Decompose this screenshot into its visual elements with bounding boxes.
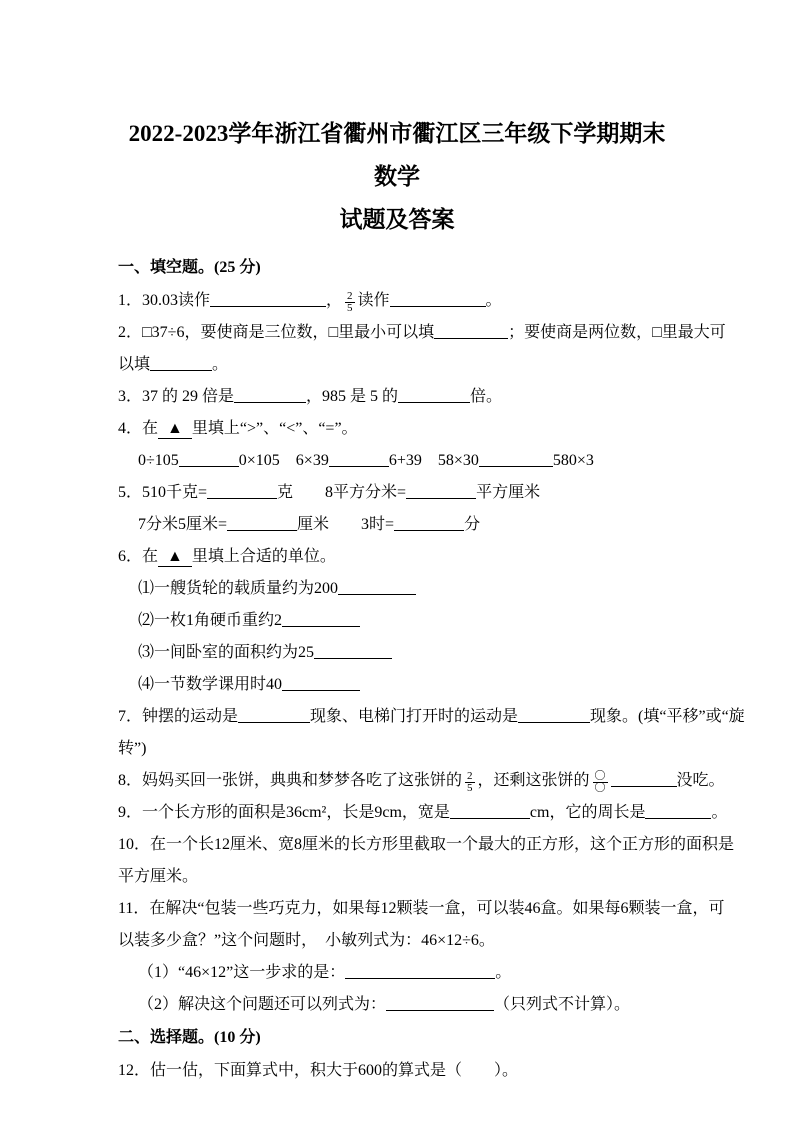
question-4-line1: [118, 413, 676, 445]
q4-text: 0×105 6×39: [238, 452, 329, 469]
q11-sub-text: 。: [495, 964, 512, 981]
q4-text: 里填上“>”、“<”、“=”。: [191, 420, 358, 437]
question-10-line2: [118, 861, 676, 893]
q10-text: 10．在一个长12厘米、宽8厘米的长方形里截取一个最大的正方形，这个正方形的面积是: [118, 836, 735, 853]
section-1-heading: 一、填空题。(25 分): [118, 259, 261, 276]
fill-blank: [238, 707, 310, 723]
fill-blank: [398, 387, 470, 403]
q6-sub-text: ⑶一间卧室的面积约为25: [138, 644, 315, 661]
question-11-sub1: [118, 957, 676, 989]
fill-blank: [329, 451, 389, 467]
q7-text: 7．钟摆的运动是: [118, 708, 239, 725]
question-2-line1: [118, 317, 726, 349]
q1-text: 1．30.03读作: [118, 292, 211, 309]
question-10-line1: [118, 829, 735, 861]
fill-blank: [518, 707, 590, 723]
q6-sub-text: ⑷一节数学课用时40: [138, 676, 283, 693]
q10-text: 平方厘米。: [118, 868, 199, 885]
question-5-line1: [118, 477, 676, 509]
q2-text: 2．□37÷6，要使商是三位数，□里最小可以填: [118, 324, 435, 341]
q9-text: cm，它的周长是: [529, 804, 646, 821]
q11-text: 11．在解决“包装一些巧克力，如果每12颗装一盒，可以装46盒。如果每6颗装一盒，可: [118, 900, 725, 917]
q7-text: 现象、电梯门打开时的运动是: [310, 708, 519, 725]
question-11-line1: [118, 893, 725, 925]
fill-blank: [611, 771, 677, 787]
fill-blank: [282, 611, 360, 627]
paper-title-line2: 试题及答案: [339, 207, 455, 232]
fill-blank: [450, 803, 530, 819]
question-11-sub2: [118, 989, 676, 1021]
q9-text: 。: [711, 804, 728, 821]
q5-text: 厘米 3时=: [297, 516, 395, 533]
paper-title-line1: 2022-2023学年浙江省衢州市衢江区三年级下学期期末数学: [128, 121, 666, 189]
question-8: [118, 765, 725, 797]
triangle-placeholder: ▲: [158, 548, 192, 567]
q5-text: 7分米5厘米=: [138, 516, 228, 533]
q8-text: ，还剩这张饼的: [477, 772, 590, 789]
q1-text: 。: [485, 292, 502, 309]
paper-title: [118, 112, 676, 241]
q4-text: 580×3: [552, 452, 594, 469]
q11-text: 以装多少盒？”这个问题时， 小敏列式为：46×12÷6。: [118, 932, 495, 949]
q3-text: 3．37 的 29 倍是: [118, 388, 235, 405]
q3-text: ，985 是 5 的: [306, 388, 399, 405]
q9-text: 9．一个长方形的面积是36cm²，长是9cm，宽是: [118, 804, 450, 821]
q4-text: 6+39 58×30: [388, 452, 479, 469]
q7-text: 转”): [118, 740, 147, 757]
fill-blank: [210, 291, 326, 307]
fraction-2-5: $\frac{2}{5}$: [347, 290, 353, 314]
q4-text: 0÷105: [138, 452, 179, 469]
q1-text: ，: [326, 292, 343, 309]
fill-blank: [207, 483, 277, 499]
fill-blank: [390, 291, 486, 307]
q2-text: 以填: [118, 356, 151, 373]
question-7-line1: [118, 701, 745, 733]
question-6-sub1: [118, 573, 676, 605]
fill-blank: [314, 643, 392, 659]
fill-blank: [645, 803, 711, 819]
fill-blank: [394, 515, 464, 531]
q3-text: 倍。: [470, 388, 503, 405]
q6-sub-text: ⑴一艘货轮的载质量约为200: [138, 580, 339, 597]
question-11-line2: [118, 925, 676, 957]
fill-blank: [227, 515, 297, 531]
q8-text: 没吃。: [676, 772, 725, 789]
triangle-placeholder: ▲: [158, 420, 192, 439]
question-9: [118, 797, 728, 829]
question-6-sub4: [118, 669, 676, 701]
fill-blank: [179, 451, 239, 467]
question-12: 12．估一估，下面算式中，积大于600的算式是（ ）。: [118, 1062, 519, 1079]
q5-text: 5．510千克=: [118, 484, 208, 501]
question-6-sub2: [118, 605, 676, 637]
q1-text: 读作: [357, 292, 390, 309]
fill-blank: [434, 323, 508, 339]
q5-text: 平方厘米: [476, 484, 541, 501]
fill-blank: [150, 355, 212, 371]
q2-text: ；要使商是两位数，□里最大可: [508, 324, 726, 341]
question-6-sub3: [118, 637, 676, 669]
q4-text: 4．在: [118, 420, 159, 437]
fill-blank: [386, 995, 494, 1011]
q11-sub-text: （2）解决这个问题还可以列式为：: [138, 996, 387, 1013]
q5-text: 分: [464, 516, 481, 533]
q7-text: 现象。(填“平移”或“旋: [590, 708, 745, 725]
fill-blank: [406, 483, 476, 499]
fill-blank: [282, 675, 360, 691]
q2-text: 。: [212, 356, 229, 373]
question-4-line2: [118, 445, 676, 477]
q5-text: 克 8平方分米=: [277, 484, 407, 501]
fill-blank: [338, 579, 416, 595]
q6-text: 6．在: [118, 548, 159, 565]
fill-blank: [234, 387, 306, 403]
fill-blank: [345, 963, 495, 979]
question-7-line2: [118, 733, 676, 765]
q6-sub-text: ⑵一枚1角硬币重约2: [138, 612, 283, 629]
question-5-line2: [118, 509, 676, 541]
q6-text: 里填上合适的单位。: [191, 548, 336, 565]
fraction-2-5: $\frac{2}{5}$: [467, 770, 473, 794]
q8-text: 8．妈妈买回一张饼，典典和梦梦各吃了这张饼的: [118, 772, 463, 789]
section-2-heading: 二、选择题。(10 分): [118, 1029, 261, 1046]
fraction-blank: $\frac{\text{〇}}{\text{〇}}$: [594, 770, 606, 794]
question-2-line2: [118, 349, 676, 381]
fill-blank: [479, 451, 553, 467]
question-1: [118, 285, 676, 317]
question-3: [118, 381, 676, 413]
question-6: [118, 541, 676, 573]
q11-sub-text: （只列式不计算）。: [494, 996, 631, 1013]
q11-sub-text: （1）“46×12”这一步求的是：: [138, 964, 346, 981]
